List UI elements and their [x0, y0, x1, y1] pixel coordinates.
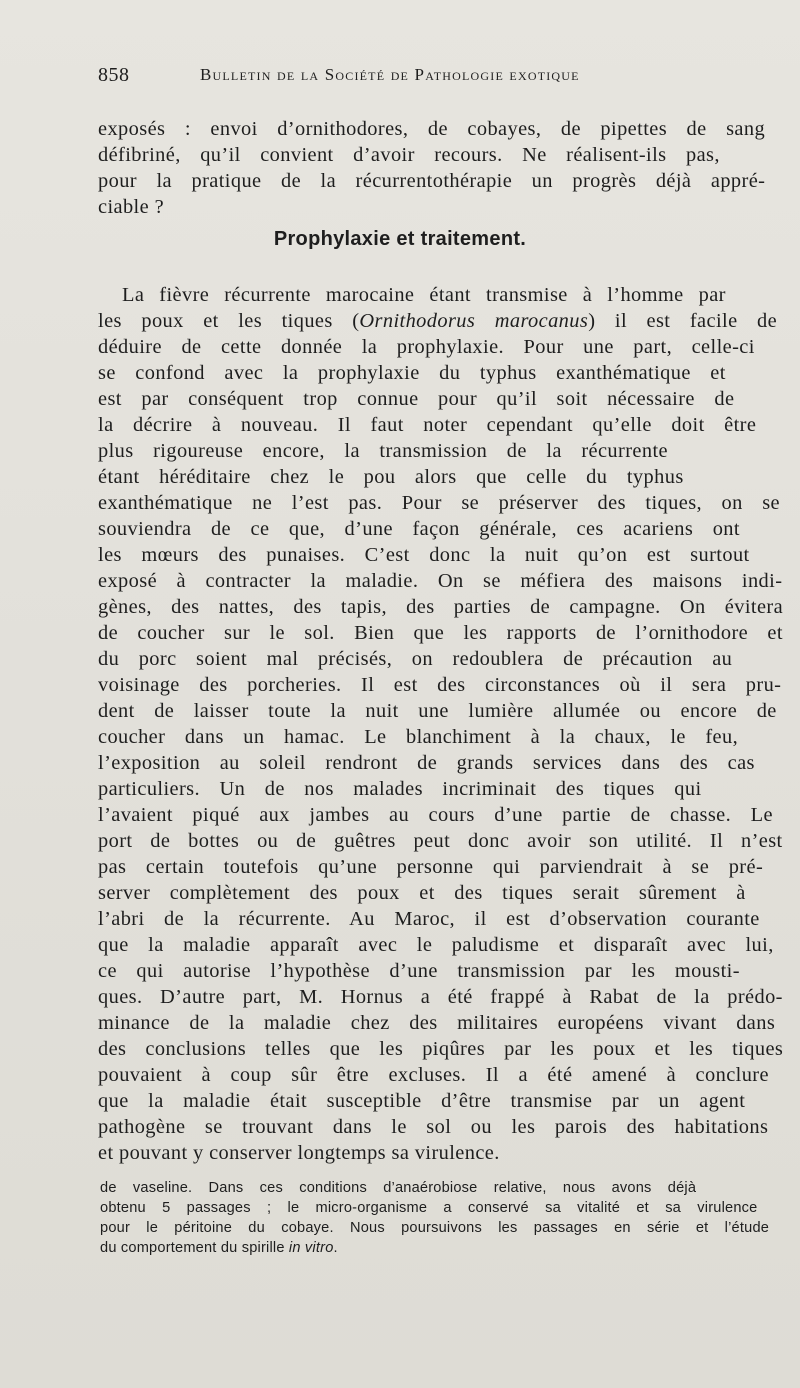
body-line-34: et pouvant y conserver longtemps sa virulence. [98, 1142, 500, 1164]
body-line-5: est par conséquent trop connue pour qu’il soit nécessaire de [98, 388, 735, 410]
body-line-8: étant héréditaire chez le pou alors que celle du typhus [98, 466, 684, 488]
intro-line-1: exposés : envoi d’ornithodores, de cobayes, de pipettes de sang [98, 118, 766, 140]
body-line-16: voisinage des porcheries. Il est des circonstances où il sera pru- [98, 674, 782, 696]
running-title: Bulletin de la Société de Pathologie exotique [200, 65, 580, 84]
body-line-30: des conclusions telles que les piqûres par les poux et les tiques [98, 1038, 784, 1060]
body-line-26: que la maladie apparaît avec le paludisme et disparaît avec lui, [98, 934, 774, 956]
footnote-line-4: du comportement du spirille in vitro. [100, 1240, 338, 1256]
body-line-22: port de bottes ou de guêtres peut donc avoir son utilité. Il n’est [98, 830, 783, 852]
body-line-21: l’avaient piqué aux jambes au cours d’une partie de chasse. Le [98, 804, 773, 826]
body-line-33: pathogène se trouvant dans le sol ou les parois des habitations [98, 1116, 769, 1138]
body-line-32: que la maladie était susceptible d’être transmise par un agent [98, 1090, 746, 1112]
body-line-17: dent de laisser toute la nuit une lumière allumée ou encore de [98, 700, 777, 722]
body-line-3: déduire de cette donnée la prophylaxie. Pour une part, celle-ci [98, 336, 755, 358]
page-number: 858 [98, 64, 130, 86]
body-line-20: particuliers. Un de nos malades incriminait des tiques qui [98, 778, 702, 800]
body-line-9: exanthématique ne l’est pas. Pour se préserver des tiques, on se [98, 492, 781, 514]
body-line-1 [122, 282, 726, 308]
body-line-6: la décrire à nouveau. Il faut noter cependant qu’elle doit être [98, 414, 757, 436]
body-line-7: plus rigoureuse encore, la transmission de la récurrente [98, 440, 668, 462]
page-header [98, 64, 656, 92]
body-line-14: de coucher sur le sol. Bien que les rapports de l’ornithodore et [98, 622, 783, 644]
body-line-4: se confond avec la prophylaxie du typhus exanthématique et [98, 362, 726, 384]
body-line-29: minance de la maladie chez des militaires européens vivant dans [98, 1012, 776, 1034]
body-line-28: ques. D’autre part, M. Hornus a été frappé à Rabat de la prédo- [98, 986, 783, 1008]
body-line-11: les mœurs des punaises. C’est donc la nuit qu’on est surtout [98, 544, 750, 566]
body-line-27: ce qui autorise l’hypothèse d’une transmission par les mousti- [98, 960, 740, 982]
footnote-line-1: de vaseline. Dans ces conditions d’anaérobiose relative, nous avons déjà [100, 1180, 697, 1196]
body-line-31: pouvaient à coup sûr être excluses. Il a été amené à conclure [98, 1064, 769, 1086]
footnote-line-3: pour le péritoine du cobaye. Nous poursuivons les passages en série et l’étude [100, 1220, 770, 1236]
body-line-1-text: La fièvre récurrente marocaine étant transmise à l’homme par [122, 284, 726, 306]
footnote-line-2: obtenu 5 passages ; le micro-organisme a conservé sa vitalité et sa virulence [100, 1200, 758, 1216]
body-line-19: l’exposition au soleil rendront de grands services dans des cas [98, 752, 755, 774]
body-line-24: server complètement des poux et des tiques serait sûrement à [98, 882, 746, 904]
body-line-2: les poux et les tiques (Ornithodorus marocanus) il est facile de [98, 310, 778, 332]
body-line-13: gènes, des nattes, des tapis, des parties de campagne. On évitera [98, 596, 784, 618]
body-line-23: pas certain toutefois qu’une personne qui parviendrait à se pré- [98, 856, 764, 878]
body-line-12: exposé à contracter la maladie. On se méfiera des maisons indi- [98, 570, 783, 592]
intro-line-3: pour la pratique de la récurrentothérapie un progrès déjà appré- [98, 170, 766, 192]
intro-line-2: défibriné, qu’il convient d’avoir recours. Ne réalisent-ils pas, [98, 144, 720, 166]
body-line-15: du porc soient mal précisés, on redoublera de précaution au [98, 648, 733, 670]
body-line-18: coucher dans un hamac. Le blanchiment à la chaux, le feu, [98, 726, 739, 748]
section-title: Prophylaxie et traitement. [273, 228, 527, 250]
intro-line-4: ciable ? [98, 196, 165, 218]
body-line-25: l’abri de la récurrente. Au Maroc, il est d’observation courante [98, 908, 760, 930]
body-line-10: souviendra de ce que, d’une façon générale, ces acariens ont [98, 518, 740, 540]
